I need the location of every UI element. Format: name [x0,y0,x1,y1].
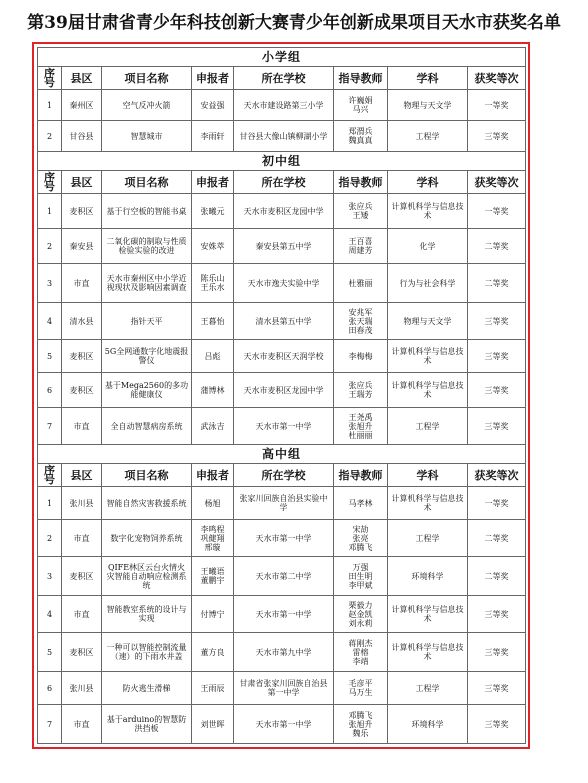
cell-applicant: 王暮怡 [192,303,234,340]
cell-row-number: 6 [38,672,62,705]
cell-subject: 计算机科学与信息技术 [388,633,468,672]
cell-subject: 物理与天文学 [388,303,468,340]
column-header-row [38,171,526,194]
cell-award-level: 一等奖 [468,487,526,520]
cell-award-level: 三等奖 [468,408,526,445]
award-table-body [38,48,526,744]
section-title: 初中组 [38,152,526,171]
cell-row-number: 5 [38,633,62,672]
table-row [38,705,526,744]
cell-school: 张家川回族自治县实验中学 [234,487,334,520]
cell-project-name: 空气反冲火箭 [102,90,192,121]
column-header-row-number: 序号 [38,464,62,487]
cell-instructor: 李梅梅 [334,340,388,373]
cell-applicant: 杨旭 [192,487,234,520]
cell-applicant: 李雨轩 [192,121,234,152]
cell-row-number: 3 [38,264,62,303]
column-header-county: 县区 [62,67,102,90]
column-header-county: 县区 [62,464,102,487]
cell-project-name: 基于arduino的智慧防洪挡板 [102,705,192,744]
cell-project-name: 基于行空板的智能书桌 [102,194,192,229]
cell-row-number: 1 [38,487,62,520]
cell-project-name: 数字化宠物饲养系统 [102,520,192,557]
table-row [38,303,526,340]
table-row [38,672,526,705]
cell-row-number: 3 [38,557,62,596]
cell-school: 天水市麦积区天润学校 [234,340,334,373]
cell-subject: 计算机科学与信息技术 [388,373,468,408]
cell-subject: 行为与社会科学 [388,264,468,303]
column-header-award-level: 获奖等次 [468,67,526,90]
section-title: 高中组 [38,445,526,464]
table-row [38,408,526,445]
cell-applicant: 吕彪 [192,340,234,373]
table-row [38,340,526,373]
cell-county: 张川县 [62,487,102,520]
cell-county: 麦积区 [62,557,102,596]
cell-award-level: 三等奖 [468,340,526,373]
cell-applicant: 安姝萃 [192,229,234,264]
table-row [38,487,526,520]
cell-award-level: 二等奖 [468,520,526,557]
cell-project-name: 一种可以智能控制流量（速）的下雨水井盖 [102,633,192,672]
cell-row-number: 2 [38,520,62,557]
award-table [37,47,526,744]
column-header-award-level: 获奖等次 [468,171,526,194]
column-header-school: 所在学校 [234,67,334,90]
cell-instructor: 安兆军 张天瑞 田春茂 [334,303,388,340]
column-header-project-name: 项目名称 [102,171,192,194]
cell-subject: 计算机科学与信息技术 [388,487,468,520]
column-header-project-name: 项目名称 [102,67,192,90]
cell-instructor: 栗毅力 赵金凯 刘永莉 [334,596,388,633]
cell-applicant: 武泳吉 [192,408,234,445]
cell-applicant: 董方良 [192,633,234,672]
cell-school: 天水市第一中学 [234,705,334,744]
cell-award-level: 一等奖 [468,194,526,229]
section-header-row [38,48,526,67]
column-header-instructor: 指导教师 [334,67,388,90]
cell-school: 天水市麦积区龙园中学 [234,194,334,229]
cell-county: 麦积区 [62,194,102,229]
cell-subject: 物理与天文学 [388,90,468,121]
cell-county: 张川县 [62,672,102,705]
cell-school: 天水市麦积区龙园中学 [234,373,334,408]
column-header-applicant: 申报者 [192,464,234,487]
cell-award-level: 三等奖 [468,373,526,408]
cell-project-name: 5G全网通数字化地震报警仪 [102,340,192,373]
cell-county: 秦安县 [62,229,102,264]
table-row [38,557,526,596]
cell-row-number: 7 [38,408,62,445]
cell-school: 甘肃省张家川回族自治县第一中学 [234,672,334,705]
table-row [38,90,526,121]
cell-school: 天水市第一中学 [234,596,334,633]
cell-applicant: 王曦语 董鹏宇 [192,557,234,596]
column-header-project-name: 项目名称 [102,464,192,487]
cell-applicant: 张曦元 [192,194,234,229]
cell-school: 天水市第二中学 [234,557,334,596]
cell-subject: 计算机科学与信息技术 [388,596,468,633]
cell-school: 清水县第五中学 [234,303,334,340]
cell-subject: 工程学 [388,121,468,152]
cell-award-level: 三等奖 [468,672,526,705]
cell-project-name: 全自动智慧病房系统 [102,408,192,445]
column-header-award-level: 获奖等次 [468,464,526,487]
cell-row-number: 4 [38,303,62,340]
table-row [38,520,526,557]
cell-row-number: 2 [38,121,62,152]
column-header-subject: 学科 [388,464,468,487]
cell-instructor: 邓腾飞 张旭升 魏乐 [334,705,388,744]
column-header-instructor: 指导教师 [334,464,388,487]
cell-row-number: 4 [38,596,62,633]
cell-county: 甘谷县 [62,121,102,152]
cell-instructor: 王百喜 周建芳 [334,229,388,264]
cell-instructor: 王尧禹 张旭升 杜丽丽 [334,408,388,445]
page-title: 第39届甘肃省青少年科技创新大赛青少年创新成果项目天水市获奖名单 [27,13,561,33]
column-header-row [38,67,526,90]
cell-county: 麦积区 [62,633,102,672]
cell-project-name: 智能教室系统的设计与实现 [102,596,192,633]
cell-county: 市直 [62,264,102,303]
column-header-row-number: 序号 [38,171,62,194]
column-header-school: 所在学校 [234,171,334,194]
cell-instructor: 毛彦平 马万生 [334,672,388,705]
cell-county: 秦州区 [62,90,102,121]
cell-school: 天水市第九中学 [234,633,334,672]
column-header-row-number: 序号 [38,67,62,90]
cell-applicant: 李鸣程 巩健翔 邢璇 [192,520,234,557]
cell-award-level: 二等奖 [468,229,526,264]
cell-county: 市直 [62,596,102,633]
cell-applicant: 陈乐山 王乐水 [192,264,234,303]
column-header-subject: 学科 [388,67,468,90]
cell-instructor: 郑渭兵 魏真真 [334,121,388,152]
cell-award-level: 三等奖 [468,121,526,152]
table-row [38,194,526,229]
cell-instructor: 万强 田生明 李甲斌 [334,557,388,596]
cell-award-level: 三等奖 [468,596,526,633]
cell-project-name: 防火逃生滑梯 [102,672,192,705]
cell-instructor: 张应兵 王瑞芳 [334,373,388,408]
cell-project-name: 基于Mega2560的多功能健康仪 [102,373,192,408]
cell-award-level: 二等奖 [468,264,526,303]
section-header-row [38,152,526,171]
table-row [38,264,526,303]
cell-instructor: 宋劼 张亮 邓腾飞 [334,520,388,557]
section-title: 小学组 [38,48,526,67]
column-header-subject: 学科 [388,171,468,194]
column-header-instructor: 指导教师 [334,171,388,194]
cell-instructor: 杜雅丽 [334,264,388,303]
cell-school: 天水市建设路第三小学 [234,90,334,121]
cell-instructor: 许巍娟 马兴 [334,90,388,121]
cell-award-level: 三等奖 [468,705,526,744]
cell-instructor: 蒋刚杰 雷榕 李靖 [334,633,388,672]
cell-applicant: 王雨辰 [192,672,234,705]
table-row [38,229,526,264]
cell-instructor: 马孝林 [334,487,388,520]
cell-applicant: 蒲博林 [192,373,234,408]
cell-instructor: 张应兵 王矮 [334,194,388,229]
cell-project-name: 指针天平 [102,303,192,340]
section-header-row [38,445,526,464]
cell-county: 清水县 [62,303,102,340]
cell-project-name: 智慧城市 [102,121,192,152]
cell-project-name: 天水市秦州区中小学近视现状及影响因素调查 [102,264,192,303]
cell-award-level: 一等奖 [468,90,526,121]
cell-project-name: 二氧化碳的制取与性质检验实验的改进 [102,229,192,264]
cell-project-name: 智能自然灾害救援系统 [102,487,192,520]
column-header-county: 县区 [62,171,102,194]
column-header-applicant: 申报者 [192,171,234,194]
cell-school: 天水市第一中学 [234,408,334,445]
cell-row-number: 1 [38,194,62,229]
cell-row-number: 1 [38,90,62,121]
table-row [38,633,526,672]
cell-school: 天水市逸夫实验中学 [234,264,334,303]
cell-county: 麦积区 [62,340,102,373]
table-row [38,596,526,633]
column-header-school: 所在学校 [234,464,334,487]
table-row [38,373,526,408]
cell-school: 甘谷县大像山镇柳湖小学 [234,121,334,152]
cell-award-level: 三等奖 [468,303,526,340]
column-header-row [38,464,526,487]
cell-subject: 环境科学 [388,705,468,744]
cell-award-level: 三等奖 [468,633,526,672]
cell-subject: 计算机科学与信息技术 [388,340,468,373]
cell-applicant: 刘世晖 [192,705,234,744]
cell-row-number: 7 [38,705,62,744]
cell-subject: 计算机科学与信息技术 [388,194,468,229]
cell-row-number: 5 [38,340,62,373]
cell-county: 市直 [62,408,102,445]
cell-school: 天水市第一中学 [234,520,334,557]
cell-county: 市直 [62,705,102,744]
table-row [38,121,526,152]
cell-county: 麦积区 [62,373,102,408]
cell-award-level: 二等奖 [468,557,526,596]
cell-row-number: 6 [38,373,62,408]
cell-subject: 工程学 [388,672,468,705]
column-header-applicant: 申报者 [192,67,234,90]
cell-row-number: 2 [38,229,62,264]
cell-subject: 环境科学 [388,557,468,596]
cell-school: 秦安县第五中学 [234,229,334,264]
cell-applicant: 付博宁 [192,596,234,633]
award-list-frame [32,42,530,749]
cell-subject: 工程学 [388,408,468,445]
cell-subject: 工程学 [388,520,468,557]
cell-subject: 化学 [388,229,468,264]
cell-project-name: QIFE林区云台火情火灾智能自动响应检测系统 [102,557,192,596]
cell-applicant: 安益强 [192,90,234,121]
cell-county: 市直 [62,520,102,557]
